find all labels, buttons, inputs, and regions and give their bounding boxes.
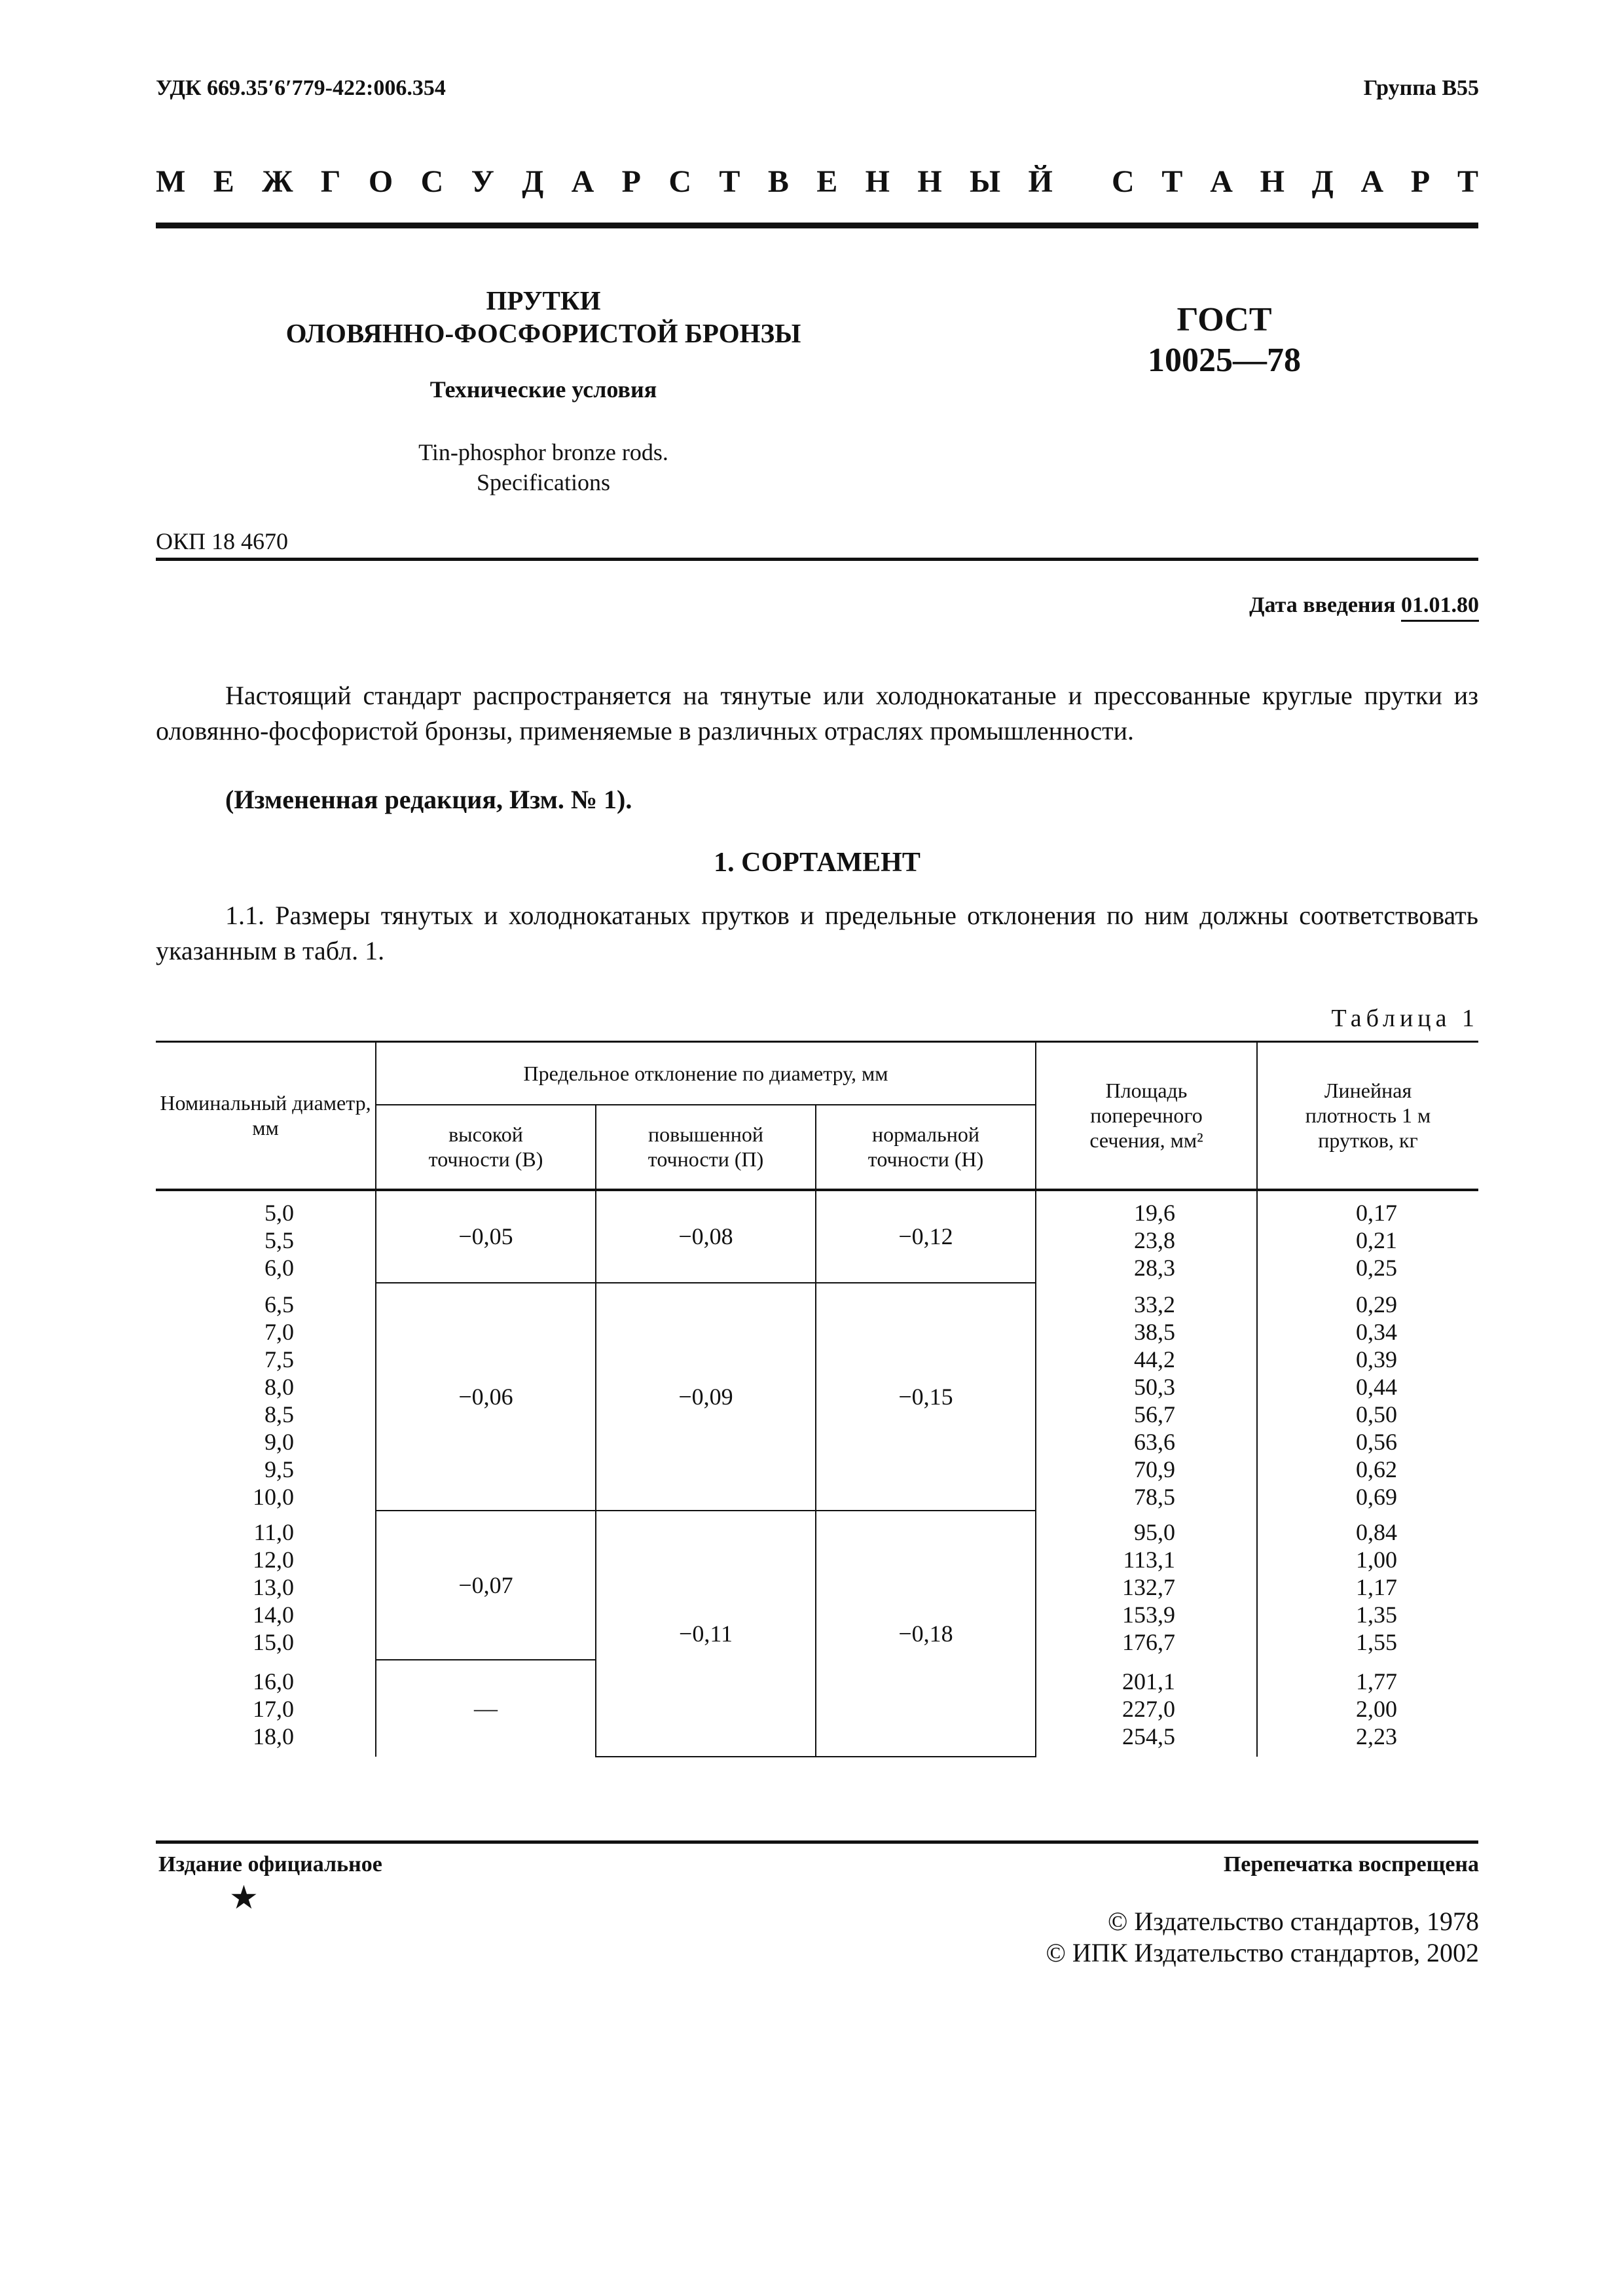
english-title-line-2: Specifications [477,469,610,495]
density-cell [1257,1190,1478,1283]
cell-value: 8,5 [264,1401,294,1427]
header-normal-accuracy [816,1105,1036,1190]
cell-value: 38,5 [1134,1318,1175,1345]
table-row [156,1511,1478,1660]
diameter-cell [156,1190,376,1283]
official-edition: Издание официальное [158,1852,382,1876]
cell-value: 44,2 [1134,1346,1175,1372]
cell-value: 6,0 [264,1254,294,1281]
banner-word-interstate [156,164,1053,200]
cell-value: 0,62 [1356,1456,1397,1482]
banner-letter: Е [816,164,838,199]
header-increased-accuracy [596,1105,816,1190]
cell-value: 1,17 [1356,1573,1397,1600]
cell-value: 0,69 [1356,1483,1397,1510]
english-title-line-1: Tin-phosphor bronze rods. [418,439,668,465]
banner-letter: М [156,164,186,199]
okp-code: ОКП 18 4670 [156,528,289,554]
cell-value: 9,0 [264,1428,294,1455]
section-1-heading: 1. СОРТАМЕНТ [714,848,921,878]
deviation-normal-cell: −0,12 [816,1190,1036,1283]
cell-value: 113,1 [1123,1546,1175,1573]
gost-number [1074,300,1375,381]
cell-value: 176,7 [1122,1628,1175,1655]
cell-value: 1,00 [1356,1546,1397,1573]
title-line-2: ОЛОВЯННО-ФОСФОРИСТОЙ БРОНЗЫ [285,318,801,348]
deviation-high-cell: −0,05 [376,1190,596,1283]
diameter-cell [156,1660,376,1757]
date-value: 01.01.80 [1401,593,1479,622]
banner-letter: В [767,164,789,199]
cell-value: 95,0 [1134,1518,1175,1545]
banner-letter: Р [621,164,641,199]
paragraph-1-1: 1.1. Размеры тянутых и холоднокатаных прутков и предельные отклонения по ним должны соответствовать указанным в табл. 1. [156,901,1478,965]
header-area-line-1: Площадь [1105,1079,1188,1103]
standard-banner [156,164,1478,200]
header-high-line-1: высокой [448,1122,523,1146]
banner-letter: Н [917,164,942,199]
banner-letter: Н [865,164,890,199]
deviation-high-cell: −0,06 [376,1283,596,1511]
reprint-prohibited: Перепечатка воспрещена [1223,1852,1479,1876]
cell-value: 23,8 [1134,1227,1175,1253]
area-cell [1036,1190,1257,1283]
cell-value: 78,5 [1134,1483,1175,1510]
deviation-increased-cell: −0,09 [596,1283,816,1511]
cell-value: 17,0 [253,1695,294,1722]
cell-value: 7,0 [264,1318,294,1345]
cell-value: 0,44 [1356,1373,1397,1400]
header-increased-line-2: точности (П) [647,1147,764,1171]
banner-letter: Д [522,164,544,199]
document-title [196,284,890,350]
star-icon: ★ [229,1879,259,1916]
footer-rule [156,1840,1478,1844]
cell-value: 15,0 [253,1628,294,1655]
cell-value: 10,0 [253,1483,294,1510]
cell-value: 0,17 [1356,1199,1397,1226]
title-rule [156,558,1478,561]
gost-label: ГОСТ [1176,301,1272,338]
banner-letter: А [1210,164,1233,199]
cell-value: 1,55 [1356,1628,1397,1655]
banner-letter: Е [213,164,234,199]
table-row [156,1283,1478,1511]
density-cell [1257,1660,1478,1757]
cell-value: 13,0 [253,1573,294,1600]
header-normal-line-1: нормальной [872,1122,979,1146]
header-density [1257,1042,1478,1190]
area-cell [1036,1511,1257,1660]
banner-letter: А [1360,164,1384,199]
header-density-line-2: плотность 1 м [1305,1103,1431,1128]
banner-letter: Т [1457,164,1478,199]
cell-value: 70,9 [1134,1456,1175,1482]
deviation-high-cell: — [376,1660,596,1757]
header-normal-line-2: точности (Н) [867,1147,984,1171]
cell-value: 50,3 [1134,1373,1175,1400]
header-high-line-2: точности (В) [428,1147,543,1171]
banner-letter: С [1112,164,1135,199]
cell-value: 0,39 [1356,1346,1397,1372]
banner-letter: О [368,164,393,199]
group-code: Группа В55 [1363,76,1479,100]
banner-letter: Т [1161,164,1183,199]
cell-value: 5,5 [264,1227,294,1253]
cell-value: 153,9 [1122,1601,1175,1628]
banner-letter: Р [1410,164,1431,199]
banner-letter: У [471,164,494,199]
banner-letter: Н [1260,164,1285,199]
cell-value: 5,0 [264,1199,294,1226]
cell-value: 6,5 [264,1291,294,1318]
deviation-increased-cell: −0,11 [596,1511,816,1757]
cell-value: 0,21 [1356,1227,1397,1253]
banner-letter: Г [320,164,341,199]
header-area [1036,1042,1257,1190]
cell-value: 0,29 [1356,1291,1397,1318]
header-high-accuracy [376,1105,596,1190]
deviation-normal-cell: −0,15 [816,1283,1036,1511]
density-cell [1257,1283,1478,1511]
cell-value: 18,0 [253,1723,294,1749]
cell-value: 201,1 [1122,1668,1175,1695]
deviation-increased-cell: −0,08 [596,1190,816,1283]
cell-value: 8,0 [264,1373,294,1400]
date-label: Дата введения [1249,593,1396,617]
banner-word-standard [1112,164,1478,200]
diameter-cell [156,1511,376,1660]
english-title [196,437,890,497]
header-increased-line-1: повышенной [648,1122,763,1146]
deviation-normal-cell: −0,18 [816,1511,1036,1757]
cell-value: 16,0 [253,1668,294,1695]
cell-value: 254,5 [1122,1723,1175,1749]
header-area-line-3: сечения, мм² [1089,1128,1203,1153]
cell-value: 1,35 [1356,1601,1397,1628]
density-cell [1257,1511,1478,1660]
cell-value: 2,23 [1356,1723,1397,1749]
banner-letter: А [571,164,594,199]
gost-code: 10025—78 [1148,342,1301,379]
area-cell [1036,1660,1257,1757]
deviation-high-cell: −0,07 [376,1511,596,1660]
header-area-line-2: поперечного [1090,1103,1203,1128]
cell-value: 33,2 [1134,1291,1175,1318]
sortament-table [156,1041,1478,1757]
cell-value: 63,6 [1134,1428,1175,1455]
header-diameter: Номинальный диаметр, мм [156,1042,376,1190]
table-row [156,1190,1478,1283]
diameter-cell [156,1283,376,1511]
copyright-block [1046,1906,1479,1969]
area-cell [1036,1283,1257,1511]
banner-letter: С [668,164,692,199]
cell-value: 28,3 [1134,1254,1175,1281]
cell-value: 227,0 [1122,1695,1175,1722]
amendment-note: (Измененная редакция, Изм. № 1). [225,785,632,814]
header-deviation-group: Предельное отклонение по диаметру, мм [376,1042,1036,1105]
banner-letter: Й [1028,164,1053,199]
intro-paragraph: Настоящий стандарт распространяется на тянутые или холоднокатаные и прессованные круглые прутки из оловянно-фосфористой бронзы, применяемые в различных отраслях промышленности. [156,681,1478,745]
cell-value: 7,5 [264,1346,294,1372]
banner-letter: С [420,164,444,199]
cell-value: 9,5 [264,1456,294,1482]
cell-value: 132,7 [1122,1573,1175,1600]
document-subtitle: Технические условия [429,376,657,403]
introduction-date [1249,593,1479,618]
copyright-2002: © ИПК Издательство стандартов, 2002 [1046,1938,1479,1967]
cell-value: 2,00 [1356,1695,1397,1722]
banner-letter: Д [1311,164,1334,199]
udk-code: УДК 669.35′6′779-422:006.354 [156,76,446,100]
header-density-line-1: Линейная [1324,1079,1412,1103]
cell-value: 56,7 [1134,1401,1175,1427]
cell-value: 0,50 [1356,1401,1397,1427]
cell-value: 14,0 [253,1601,294,1628]
title-line-1: ПРУТКИ [486,285,601,315]
cell-value: 0,25 [1356,1254,1397,1281]
banner-letter: Ы [970,164,1001,199]
cell-value: 19,6 [1134,1199,1175,1226]
cell-value: 0,34 [1356,1318,1397,1345]
table-label: Таблица 1 [1331,1005,1479,1032]
copyright-1978: © Издательство стандартов, 1978 [1107,1907,1479,1936]
cell-value: 11,0 [253,1518,294,1545]
cell-value: 12,0 [253,1546,294,1573]
cell-value: 0,56 [1356,1428,1397,1455]
header-density-line-3: прутков, кг [1318,1128,1418,1153]
cell-value: 1,77 [1356,1668,1397,1695]
cell-value: 0,84 [1356,1518,1397,1545]
header-rule [156,223,1478,228]
banner-letter: Ж [262,164,293,199]
banner-letter: Т [719,164,740,199]
